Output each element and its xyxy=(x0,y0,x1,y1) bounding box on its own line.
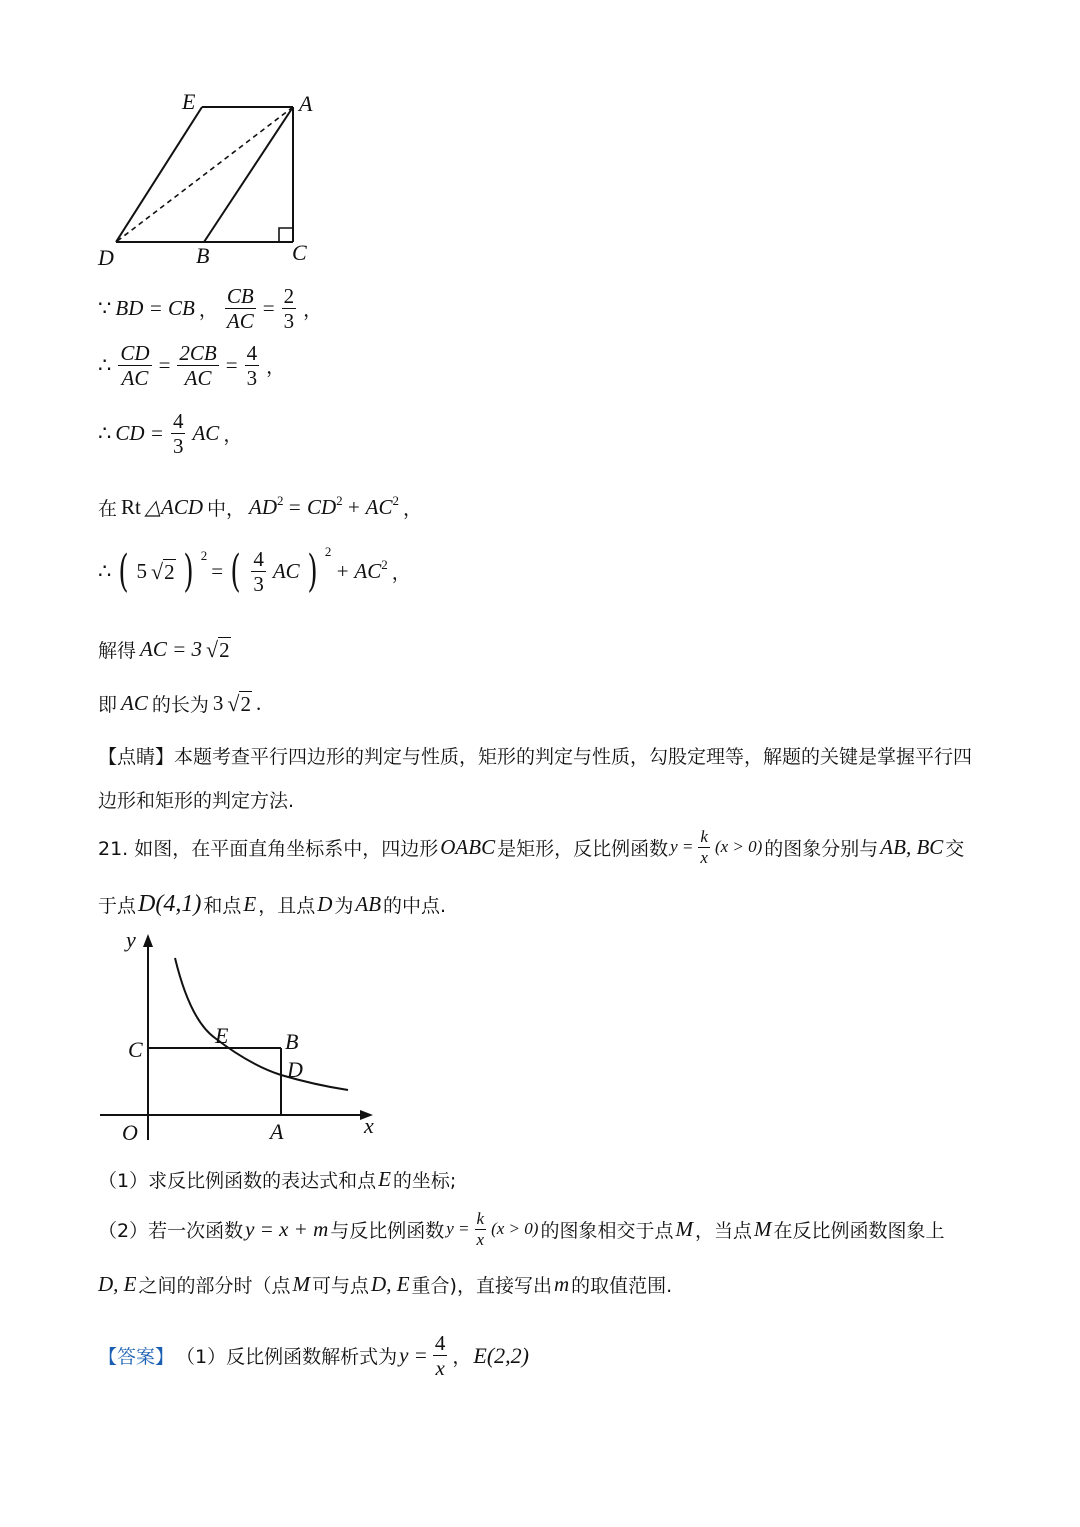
fraction-4-3: $\frac{4}{3}$ xyxy=(253,547,264,597)
step-line-5: ∴ ( 5 √ 2 ) 2 = ( $\frac{4}{3}$ AC ) 2 + $AC^2$ ， xyxy=(98,543,411,597)
step-line-6: 解得 AC = 3 √ 2 xyxy=(98,636,230,662)
label-b: B xyxy=(196,243,210,268)
label-c: C xyxy=(128,1037,143,1062)
label-d: D xyxy=(98,245,114,270)
comment-line-1: 【点睛】本题考查平行四边形的判定与性质，矩形的判定与性质，勾股定理等，解题的关键是掌握平行四 xyxy=(98,746,973,768)
parallelogram-figure xyxy=(90,85,330,275)
y-axis-arrow xyxy=(143,934,153,947)
question-21-line-2: 于点 D(4,1) 和点 E ，且点 D 为 AB 的中点. xyxy=(98,891,447,917)
label-y: y xyxy=(126,927,136,952)
right-angle-mark xyxy=(279,228,293,242)
fraction-k-x: $\frac{k}{x}$ xyxy=(700,827,708,867)
step-line-4: 在 Rt △ACD 中， $AD^2$ = $CD^2$ + $AC^2$ ， xyxy=(98,493,423,520)
because-symbol: ∵ xyxy=(98,296,112,321)
step-line-1: ∵ BD = CB ， $\frac{CB}{AC}$ = $\frac{2}{3}$ ， xyxy=(98,284,323,334)
hyperbola-curve xyxy=(175,958,348,1090)
coordinate-figure xyxy=(90,925,390,1155)
therefore-symbol: ∴ xyxy=(98,421,112,446)
step-line-7: 即 AC 的长为 3 √ 2 . xyxy=(98,690,262,716)
fraction-cd-ac: $\frac{CD}{AC}$ xyxy=(120,341,150,391)
part-2-line: （2）若一次函数 y = x + m 与反比例函数 y = $\frac{k}{x}$ (x > 0) 的图象相交于点 M ，当点 M 在反比例函数图象上 xyxy=(98,1209,945,1249)
equation: BD = CB xyxy=(115,296,195,321)
label-o: O xyxy=(122,1120,138,1145)
edge-ab xyxy=(204,107,293,242)
answer-tag: 【答案】 xyxy=(98,1346,175,1369)
part-2-line-2: D, E 之间的部分时（点 M 可与点 D, E 重合)，直接写出 m 的取值范围. xyxy=(98,1272,673,1297)
fraction-2cb-ac: $\frac{2CB}{AC}$ xyxy=(179,341,217,391)
fraction-4-3: $\frac{4}{3}$ xyxy=(246,341,258,391)
part-1-line: （1）求反比例函数的表达式和点 E 的坐标; xyxy=(98,1167,457,1192)
therefore-symbol: ∴ xyxy=(98,353,112,378)
diagonal-ad xyxy=(116,107,293,242)
label-c: C xyxy=(292,240,307,265)
label-e: E xyxy=(182,89,196,114)
fraction-2-3: $\frac{2}{3}$ xyxy=(283,284,295,334)
sqrt-2: √ 2 xyxy=(227,690,251,716)
fraction-k-x: $\frac{k}{x}$ xyxy=(476,1209,485,1249)
fraction-cb-ac: $\frac{CB}{AC}$ xyxy=(226,284,254,334)
question-21-line-1: 21. 如图，在平面直角坐标系中，四边形 OABC 是矩形，反比例函数 y = $\frac{k}{x}$ (x > 0) 的图象分别与 AB, BC 交 xyxy=(98,827,965,867)
sqrt-2: √ 2 xyxy=(206,636,230,662)
fraction-4-x: $\frac{4}{x}$ xyxy=(434,1331,446,1381)
sqrt-2: √ 2 xyxy=(151,558,175,584)
answer-line: 【答案】 （1）反比例函数解析式为 y = $\frac{4}{x}$ ， E(2,2) xyxy=(98,1331,529,1381)
label-e: E xyxy=(215,1023,229,1048)
comment-line-2: 边形和矩形的判定方法. xyxy=(98,790,295,812)
therefore-symbol: ∴ xyxy=(98,559,112,584)
step-line-2: ∴ $\frac{CD}{AC}$ = $\frac{2CB}{AC}$ = $\frac{4}{3}$ ， xyxy=(98,341,286,391)
step-line-3: ∴ CD = $\frac{4}{3}$ AC ， xyxy=(98,409,243,459)
separator: ， xyxy=(198,299,218,322)
fraction-4-3: $\frac{4}{3}$ xyxy=(172,409,184,459)
label-a: A xyxy=(270,1119,284,1144)
label-x: x xyxy=(364,1113,374,1138)
label-a: A xyxy=(299,91,313,116)
label-b: B xyxy=(285,1029,299,1054)
edge-ed xyxy=(116,107,202,242)
label-d: D xyxy=(287,1057,303,1082)
